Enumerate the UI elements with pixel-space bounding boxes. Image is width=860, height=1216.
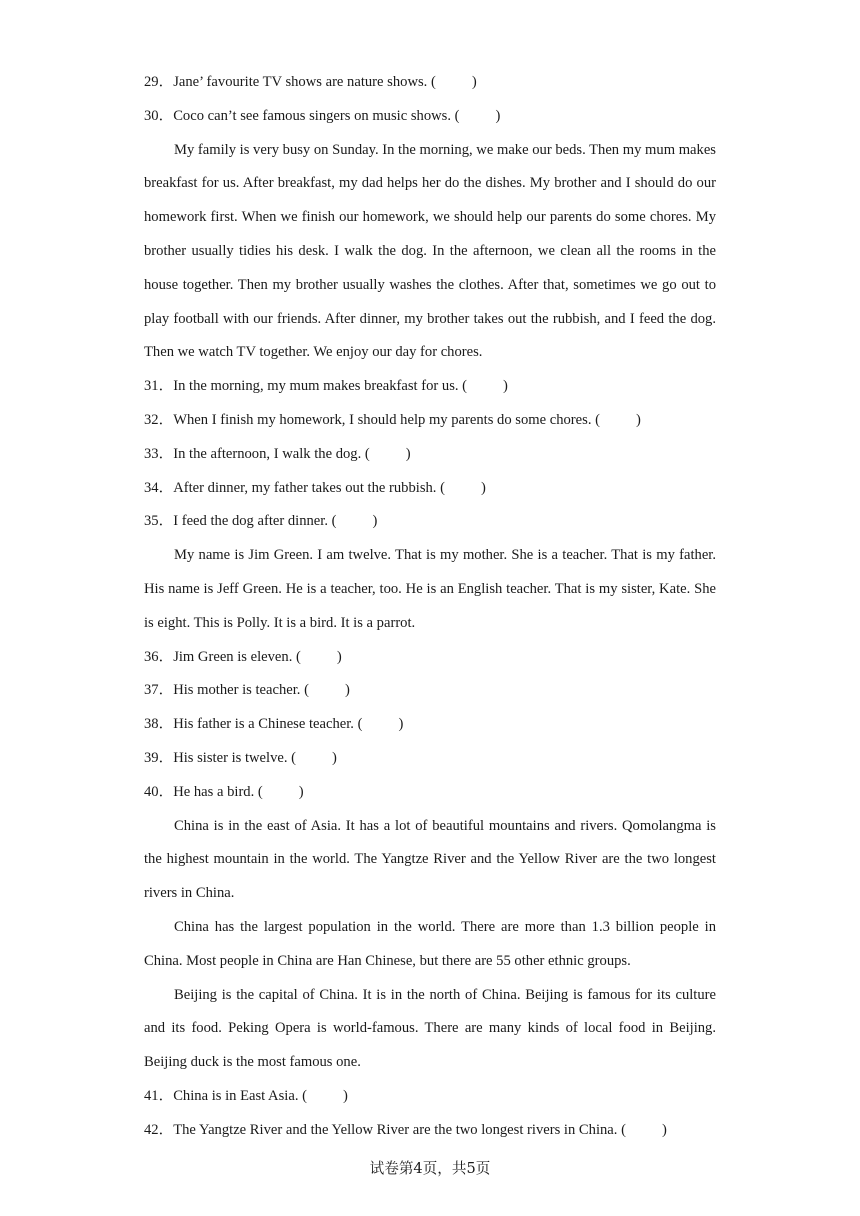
question-text: He has a bird. ( — [173, 783, 263, 800]
question-number: 42． — [144, 1121, 174, 1138]
question-text: His father is a Chinese teacher. ( — [173, 716, 363, 733]
question-number: 39． — [144, 749, 174, 766]
page-footer: 试卷第4页，共5页 — [369, 1160, 491, 1177]
question-close: ) — [480, 479, 486, 496]
question-number: 33． — [144, 445, 174, 462]
question-30 — [144, 100, 716, 134]
question-close: ) — [372, 513, 378, 530]
question-number: 40． — [144, 783, 174, 800]
question-number: 29． — [144, 74, 174, 90]
question-close: ) — [636, 411, 641, 428]
question-close: ) — [405, 445, 411, 462]
reading-passage-china-1: China is in the east of Asia. It has a lot of beautiful mountains and rivers. Qomolangma is the highest mountain in the world. The Yangtze River and the Yellow River are the two longest rivers in China. — [144, 817, 716, 902]
question-close: ) — [336, 648, 342, 665]
question-text: I feed the dog after dinner. ( — [173, 513, 337, 530]
question-text: The Yangtze River and the Yellow River are the two longest rivers in China. ( — [173, 1121, 626, 1138]
question-text: His sister is twelve. ( — [173, 749, 297, 766]
question-text: China is in East Asia. ( — [173, 1087, 307, 1104]
question-close: ) — [342, 1087, 348, 1104]
question-close: ) — [495, 107, 501, 124]
question-37 — [144, 674, 716, 708]
question-close: ) — [398, 716, 404, 733]
question-33 — [144, 438, 716, 472]
question-31 — [144, 370, 716, 404]
question-38 — [144, 708, 716, 742]
question-number: 37． — [144, 682, 174, 699]
reading-passage-jim-green: My name is Jim Green. I am twelve. That is my mother. She is a teacher. That is my father. His name is Jeff Green. He is a teacher, too. He is an English teacher. That is my sister, Kate. She is eight. This is Polly. It is a bird. It is a parrot. — [144, 547, 716, 631]
question-close: ) — [471, 74, 477, 90]
question-34 — [144, 472, 716, 506]
question-42 — [144, 1114, 716, 1148]
exam-content — [144, 66, 716, 1148]
question-number: 41． — [144, 1087, 174, 1104]
question-close: ) — [344, 682, 350, 699]
question-number: 34． — [144, 479, 174, 496]
question-41 — [144, 1080, 716, 1114]
reading-passage-china-2: China has the largest population in the world. There are more than 1.3 billion people in China. Most people in China are Han Chinese, but there are 55 other ethnic groups. — [144, 918, 716, 969]
question-29 — [144, 66, 716, 100]
question-close: ) — [332, 749, 337, 766]
question-text: Coco can’t see famous singers on music shows. ( — [173, 107, 460, 124]
question-close: ) — [503, 378, 508, 395]
question-number: 35． — [144, 513, 174, 530]
question-text: Jim Green is eleven. ( — [173, 648, 301, 665]
question-number: 36． — [144, 648, 174, 665]
question-text: After dinner, my father takes out the rubbish. ( — [173, 479, 445, 496]
reading-passage-family: My family is very busy on Sunday. In the morning, we make our beds. Then my mum makes breakfast for us. After breakfast, my dad helps her do the dishes. My brother and I should do our homework first. When we finish our homework, we should help our parents do some chores. My brother usually tidies his desk. I walk the dog. In the afternoon, we clean all the rooms in the house together. Then my brother usually washes the clothes. After that, sometimes we go out to play football with our friends. After dinner, my brother takes out the rubbish, and I feed the dog. Then we watch TV together. We enjoy our day for chores. — [144, 141, 716, 361]
reading-passage-china-3: Beijing is the capital of China. It is in the north of China. Beijing is famous for its culture and its food. Peking Opera is world-famous. There are many kinds of local food in Beijing. Beijing duck is the most famous one. — [144, 986, 716, 1071]
question-number: 30． — [144, 107, 174, 124]
question-number: 31． — [144, 378, 174, 395]
question-text: In the morning, my mum makes breakfast for us. ( — [173, 378, 468, 395]
question-36 — [144, 641, 716, 675]
question-text: Jane’ favourite TV shows are nature shows. ( — [173, 74, 436, 90]
question-number: 38． — [144, 716, 174, 733]
question-35 — [144, 505, 716, 539]
question-number: 32． — [144, 411, 174, 428]
question-text: When I finish my homework, I should help my parents do some chores. ( — [173, 411, 600, 428]
question-39 — [144, 742, 716, 776]
question-32 — [144, 404, 716, 438]
question-close: ) — [298, 783, 304, 800]
question-40 — [144, 776, 716, 810]
question-text: In the afternoon, I walk the dog. ( — [173, 445, 370, 462]
question-close: ) — [661, 1121, 667, 1138]
question-text: His mother is teacher. ( — [173, 682, 309, 699]
